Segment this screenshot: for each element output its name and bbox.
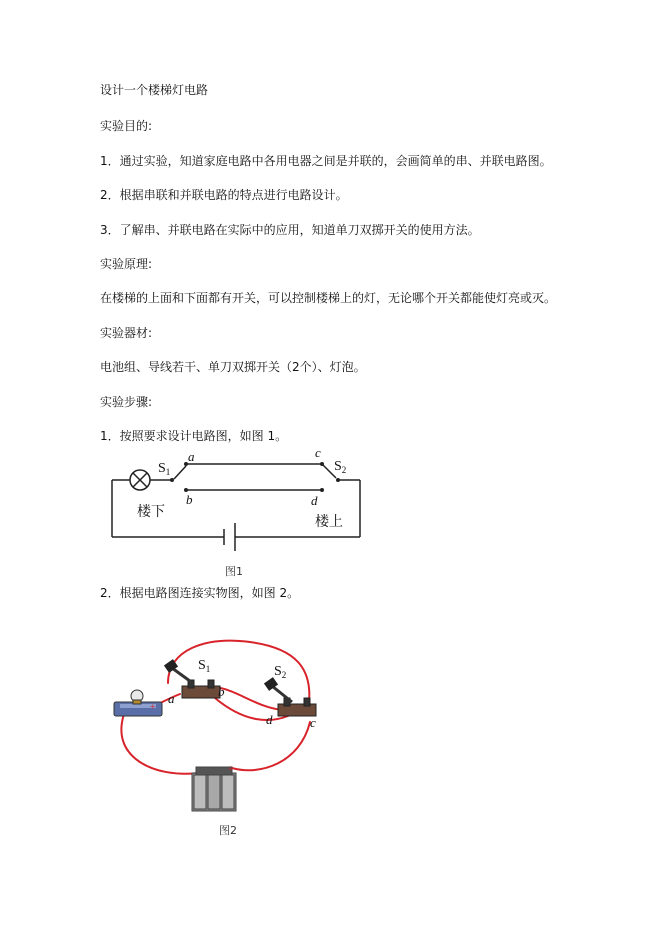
- purpose-heading: 实验目的:: [100, 119, 153, 133]
- purpose-item-1: 1．通过实验，知道家庭电路中各用电器之间是并联的，会画简单的串、并联电路图。: [100, 154, 552, 168]
- purpose-item-3: 3．了解串、并联电路在实际中的应用，知道单刀双掷开关的使用方法。: [100, 223, 480, 237]
- fig2-caption: 图2: [219, 824, 237, 837]
- battery-symbol: [224, 523, 235, 551]
- fig1-downstairs-label: 楼下: [137, 504, 165, 520]
- steps-heading: 实验步骤:: [100, 395, 153, 409]
- fig1-label-c: c: [315, 448, 321, 460]
- fig1-label-a: a: [188, 449, 195, 464]
- step-1: 1．按照要求设计电路图，如图 1。: [100, 429, 288, 443]
- lamp-symbol: [130, 470, 150, 490]
- physical-circuit-fig2: [110, 628, 330, 818]
- principle-text: 在楼梯的上面和下面都有开关，可以控制楼梯上的灯，无论哪个开关都能使灯亮或灭。: [100, 291, 557, 305]
- fig2-label-d: d: [266, 712, 273, 727]
- fig1-s2-label: $S_2$: [334, 459, 347, 475]
- fig2-s2-label: $S_2$: [274, 664, 287, 680]
- materials-heading: 实验器材:: [100, 326, 153, 340]
- fig2-plus-lamp: +: [150, 702, 156, 713]
- fig2-label-b: b: [218, 684, 225, 699]
- fig2-label-c: c: [310, 715, 316, 730]
- fig1-upstairs-label: 楼上: [315, 514, 343, 530]
- fig1-s1-label: $S_1$: [158, 461, 171, 477]
- step-2: 2．根据电路图连接实物图，如图 2。: [100, 586, 300, 600]
- fig2-s1-label: $S_1$: [198, 658, 211, 674]
- purpose-item-2: 2．根据串联和并联电路的特点进行电路设计。: [100, 188, 348, 202]
- principle-heading: 实验原理:: [100, 257, 153, 271]
- fig1-label-d: d: [311, 493, 318, 508]
- materials-text: 电池组、导线若干、单刀双掷开关（2个）、灯泡。: [100, 360, 366, 374]
- fig1-label-b: b: [186, 492, 193, 507]
- circuit-diagram-fig1: [100, 448, 370, 563]
- fig2-plus-battery: +: [228, 764, 234, 775]
- fig2-label-a: a: [168, 691, 175, 706]
- fig1-caption: 图1: [225, 565, 243, 578]
- document-title: 设计一个楼梯灯电路: [100, 83, 209, 97]
